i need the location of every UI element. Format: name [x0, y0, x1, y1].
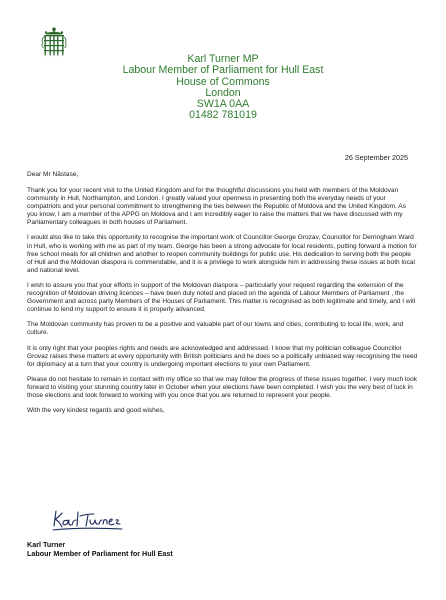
mp-title: Labour Member of Parliament for Hull East: [122, 64, 324, 77]
signatory-name: Karl Turner: [27, 540, 66, 549]
paragraph: I wish to assure you that your efforts in support of the Moldovan diaspora – particularly your request regarding the extension of the recognition of Moldovan driving licences – have been duly noted and placed on the agenda of Labour Members of Parliament , the Government and across party Members of the Houses of Parliament. This matter is recognised as both legitimate and timely, and I will continue to lend my support to ensure it is properly advanced.: [27, 281, 416, 314]
handwritten-signature: [50, 508, 130, 534]
city: London: [205, 86, 241, 99]
letterhead: [0, 54, 446, 122]
letter-body: [27, 171, 418, 422]
paragraph: I would also like to take this opportunity to recognise the important work of Councillor George Grozav, Councillor for Derringham Ward in Hull, who is working with me as part of my team. George has been a strong advocate for local residents, putting forward a motion for free school meals for all children and another to reopen community buildings for public use. His dedication to serving both the people of Hull and the Moldovan diaspora is commendable, and it is a privilege to work alongside him in addressing these issues at both local and national level.: [27, 234, 417, 274]
phone-number: 01482 781019: [189, 109, 257, 122]
signatory-block: [27, 540, 173, 558]
mp-name: Karl Turner MP: [187, 53, 259, 65]
signatory-role: Labour Member of Parliament for Hull East: [27, 549, 173, 558]
closing-line: With the very kindest regards and good wishes,: [27, 407, 165, 415]
paragraph: It is only right that your peoples rights and needs are acknowledged and addressed. I know that my politician colleague Councillor Grovaz raises these matters at every opportunity with British politicians and he does so a politically unbiased way recognising the need for diplomacy at a turn that your country is undergoing important elections to your own Parliament.: [27, 344, 418, 368]
paragraph: The Moldovan community has proven to be a positive and valuable part of our towns and cities, contributing to local life, work, and culture.: [27, 321, 404, 337]
paragraph: Please do not hesitate to remain in contact with my office so that we may follow the progress of these issues together. I very much look forward to visiting your stunning country later in October when your elections have been completed. I wish you the very best of luck in those elections and look forward to working with you once that you are returned to represent your people.: [27, 375, 417, 399]
house-name: House of Commons: [176, 75, 270, 88]
letter-date: 26 September 2025: [344, 153, 408, 162]
salutation: Dear Mr Năstase,: [27, 171, 79, 178]
postcode: SW1A 0AA: [196, 98, 250, 111]
paragraph: Thank you for your recent visit to the United Kingdom and for the thoughtful discussions you held with members of the Moldovan community in Hull, Northampton, and London. I greatly valued your openness in presenting both the everyday needs of your compatriots and your personal commitment to strengthening the ties between the Republic of Moldova and the United Kingdom. As you know, I am a member of the APPG on Moldova and I am incredibly eager to raise the matters that we have discussed with my Parliamentary colleagues in both houses of Parliament.: [27, 187, 406, 227]
